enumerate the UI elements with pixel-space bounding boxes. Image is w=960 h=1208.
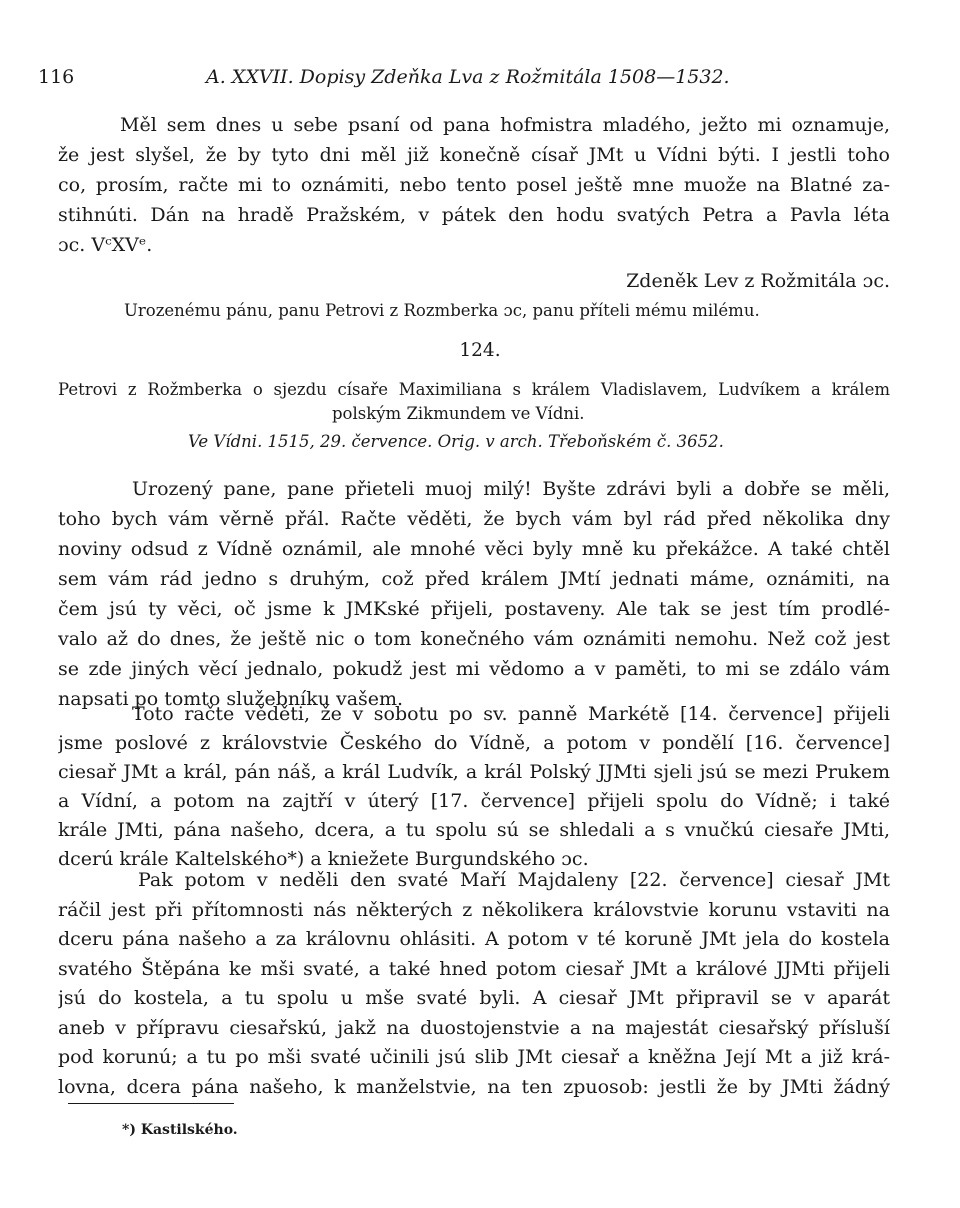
page-number: 116: [38, 66, 75, 88]
text-line: jsú do kostela, a tu spolu u mše svaté byli. A ciesař JMt připravil se v aparát: [58, 987, 890, 1009]
text-line: že jest slyšel, že by tyto dni měl již konečně císař JMt u Vídni býti. I jestli toho: [58, 144, 890, 166]
document-number: 124.: [459, 340, 501, 361]
regest-line: Petrovi z Rožmberka o sjezdu císaře Maximiliana s králem Vladislavem, Ludvíkem a králem: [58, 380, 890, 399]
text-line: a Vídní, a potom na zajtří v úterý [17. července] přijeli spolu do Vídně; i také: [58, 790, 890, 812]
text-line: dcerú krále Kaltelského*) a kniežete Burgundského ɔc.: [58, 848, 589, 870]
running-title: A. XXVII. Dopisy Zdeňka Lva z Rožmitála 1508—1532.: [206, 66, 730, 88]
text-line: čem jsú ty věci, oč jsme k JMKské přijeli, postaveny. Ale tak se jest tím prodlé-: [58, 598, 890, 620]
text-line: jsme poslové z královstvie Českého do Vídně, a potom v pondělí [16. července]: [58, 732, 890, 754]
text-line: co, prosím, račte mi to oznámiti, nebo tento posel ještě mne muože na Blatné za-: [58, 174, 890, 196]
footnote: *) Kastilského.: [122, 1122, 238, 1138]
footnote-rule: [68, 1103, 234, 1104]
text-line: Pak potom v neděli den svaté Maří Majdaleny [22. července] ciesař JMt: [138, 869, 890, 891]
text-line: Toto račte věděti, že v sobotu po sv. panně Markétě [14. července] přijeli: [132, 703, 890, 725]
text-line: krále JMti, pána našeho, dcera, a tu spolu sú se shledali a s vnučkú ciesaře JMti,: [58, 819, 890, 841]
text-line: se zde jiných věcí jednalo, pokudž jest mi vědomo a v paměti, to mi se zdálo vám: [58, 658, 890, 680]
text-line: Měl sem dnes u sebe psaní od pana hofmistra mladého, ježto mi oznamuje,: [120, 114, 890, 136]
source-line: Ve Vídni. 1515, 29. července. Orig. v arch. Třeboňském č. 3652.: [188, 432, 724, 451]
text-line: dceru pána našeho a za královnu ohlásiti. A potom v té koruně JMt jela do kostela: [58, 928, 890, 950]
text-line: ciesař JMt a král, pán náš, a král Ludvík, a král Polský JJMti sjeli jsú se mezi Prukem: [58, 761, 890, 783]
text-line: noviny odsud z Vídně oznámil, ale mnohé věci byly mně ku překážce. A také chtěl: [58, 538, 890, 560]
regest-line: polským Zikmundem ve Vídni.: [332, 404, 585, 423]
text-line: ráčil jest při přítomnosti nás některých z několikera královstvie korunu vstaviti na: [58, 898, 890, 921]
text-line: stihnúti. Dán na hradě Pražském, v pátek den hodu svatých Petra a Pavla léta: [58, 204, 890, 226]
text-line: toho bych vám věrně přál. Račte věděti, že bych vám byl rád před několika dny: [58, 508, 890, 530]
paragraph-1: [58, 474, 890, 714]
text-line: sem vám rád jedno s druhým, což před králem JMtí jednati máme, oznámiti, na: [58, 568, 890, 590]
text-line: Urozený pane, pane přieteli muoj milý! Byšte zdrávi byli a dobře se měli,: [132, 478, 890, 500]
text-line: aneb v přípravu ciesařskú, jakž na duostojenstvie a na majestát ciesařský přísluší: [58, 1016, 890, 1039]
text-line: lovna, dcera pána našeho, k manželstvie, na ten zpuosob: jestli že by JMti žádný: [58, 1075, 890, 1098]
text-line: pod korunú; a tu po mši svaté učinili jsú slib JMt ciesař a kněžna Její Mt a již krá-: [58, 1046, 890, 1068]
regest: [58, 378, 890, 426]
page-header: [38, 62, 922, 92]
signature: Zdeněk Lev z Rožmitála ɔc.: [626, 270, 890, 292]
text-line: valo až do dnes, že ještě nic o tom konečného vám oznámiti nemohu. Než což jest: [58, 628, 890, 650]
text-line: svatého Štěpána ke mši svaté, a také hned potom ciesař JMt a králové JJMti přijeli: [58, 957, 890, 980]
text-line: ɔc. VᶜXVᵉ.: [58, 234, 153, 256]
paragraph-3: [58, 866, 890, 1102]
text-line: napsati po tomto služebníku vašem.: [58, 688, 404, 710]
paragraph-2: [58, 700, 890, 874]
address-line: Urozenému pánu, panu Petrovi z Rozmberka ɔc, panu příteli mému milému.: [124, 301, 760, 320]
letter-end: [58, 110, 890, 326]
